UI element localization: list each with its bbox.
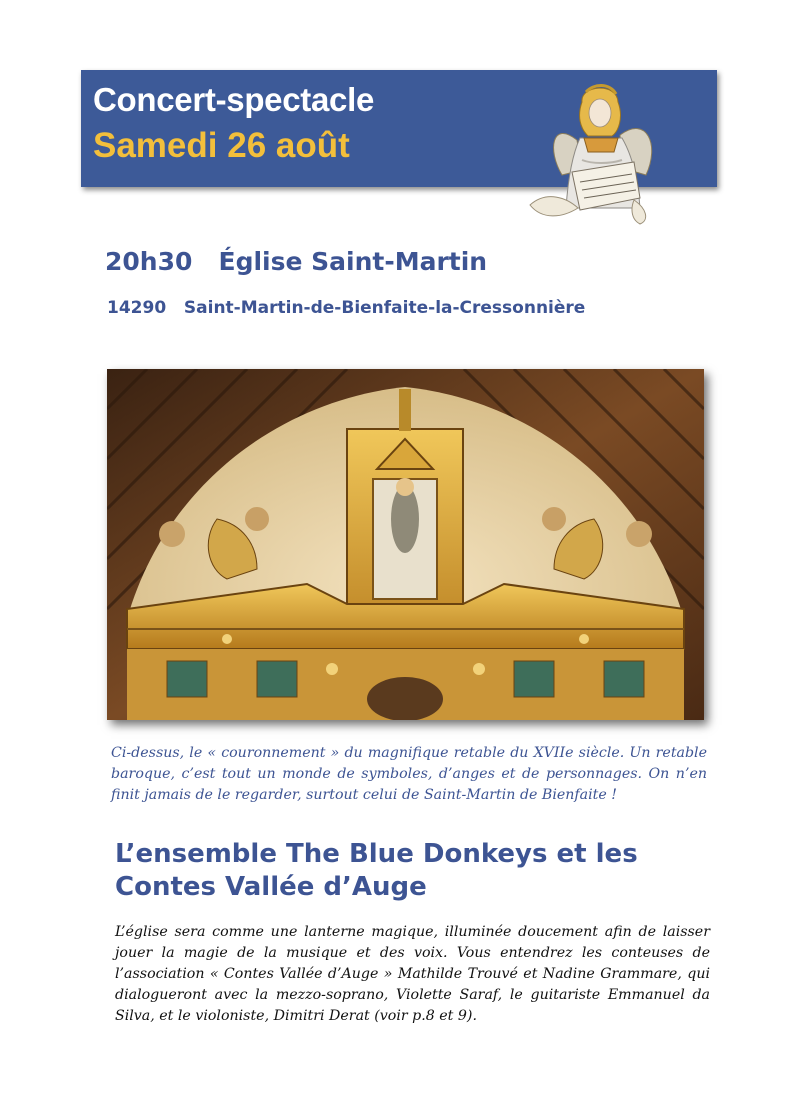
photo-caption: Ci-dessus, le « couronnement » du magnifique retable du XVIIe siècle. Un retable baroque, c’est tout un monde de symboles, d’anges et de personnages. On n’en finit jamais de le regarder, surtout celui de Saint-Martin de Bienfaite ! bbox=[111, 745, 707, 803]
section-body: L’église sera comme une lanterne magique, illuminée doucement afin de laisser jouer la magie de la musique et des voix. Vous entendrez les conteuses de l’association « Contes Vallée d’Auge » Mathilde Trouvé et Nadine Grammare, qui dialogueront avec la mezzo-soprano, Violette Saraf, le guitariste Emmanuel da Silva, et le violoniste, Dimitri Derat (voir p.8 et 9). bbox=[115, 924, 710, 1024]
event-address: 14290 Saint-Martin-de-Bienfaite-la-Cressonnière bbox=[107, 298, 586, 318]
altarpiece-photo bbox=[107, 369, 704, 720]
banner-title: Concert-spectacle bbox=[93, 81, 375, 118]
angel-illustration bbox=[522, 80, 672, 225]
event-time-venue: 20h30 Église Saint-Martin bbox=[105, 247, 488, 276]
section-title: L’ensemble The Blue Donkeys et les Contes Vallée d’Auge bbox=[115, 839, 638, 902]
banner-date: Samedi 26 août bbox=[93, 126, 350, 165]
